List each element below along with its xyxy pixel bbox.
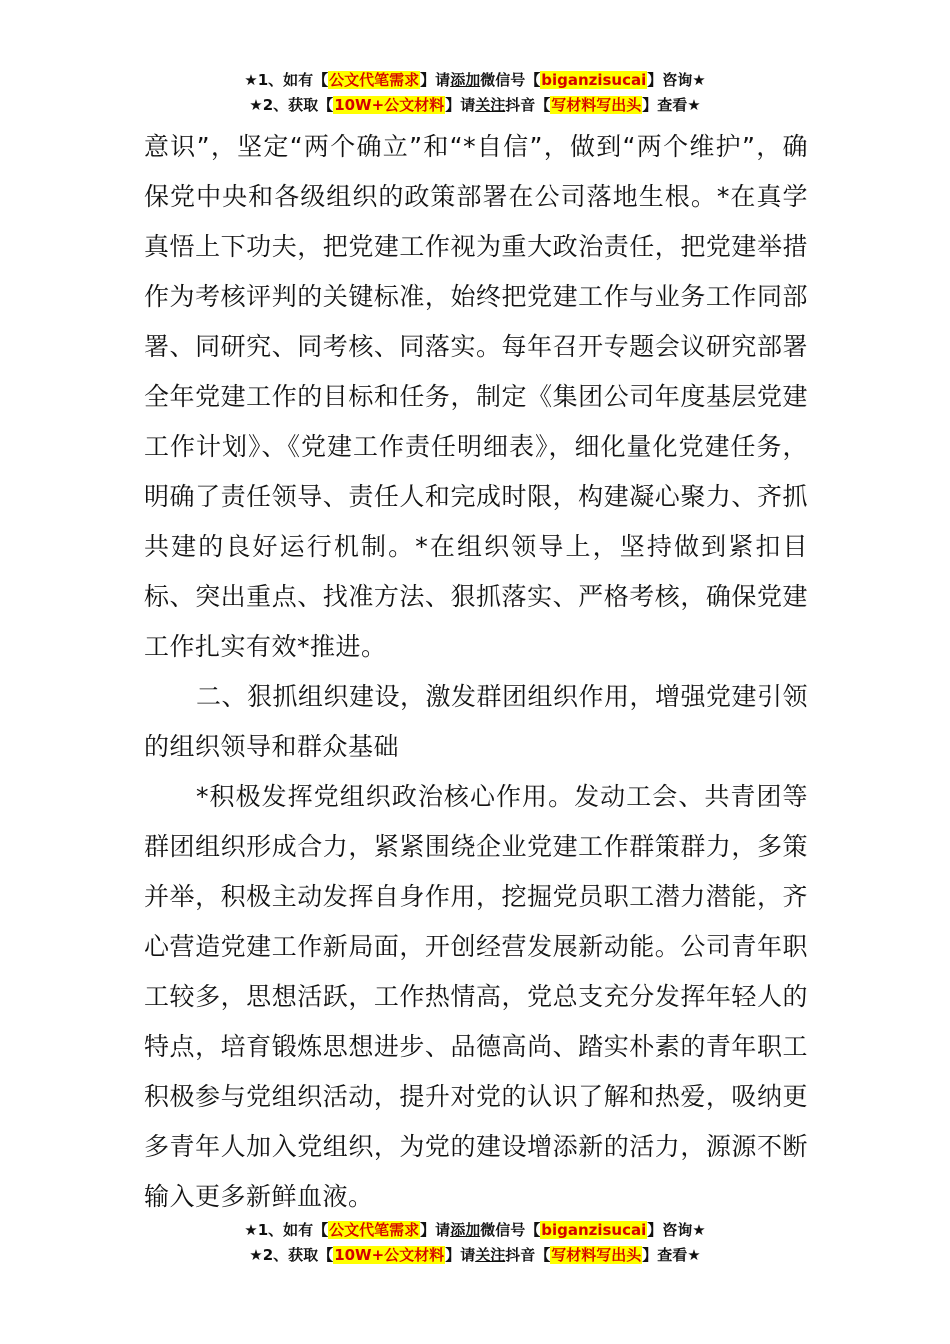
banner-text: 】查看★: [642, 1246, 701, 1264]
banner-text: 抖音【: [505, 1246, 551, 1264]
banner-text: 微信号【: [480, 71, 541, 89]
banner-text: 】咨询★: [647, 71, 706, 89]
banner-text: 】咨询★: [647, 1221, 706, 1239]
document-body: [144, 122, 808, 1222]
banner-underline: 关注: [475, 96, 506, 114]
banner-highlight: 10W+公文材料: [334, 1246, 445, 1264]
banner-highlight: 10W+公文材料: [334, 96, 445, 114]
paragraph: *积极发挥党组织政治核心作用。发动工会、共青团等群团组织形成合力，紧紧围绕企业党建工作群策群力，多策并举，积极主动发挥自身作用，挖掘党员职工潜力潜能，齐心营造党建工作新局面，开创经营发展新动能。公司青年职工较多，思想活跃，工作热情高，党总支充分发挥年轻人的特点，培育锻炼思想进步、品德高尚、踏实朴素的青年职工积极参与党组织活动，提升对党的认识了解和热爱，吸纳更多青年人加入党组织，为党的建设增添新的活力，源源不断输入更多新鲜血液。: [144, 782, 808, 1211]
banner-text: ★2、获取【: [249, 1246, 334, 1264]
footer-banner: [0, 1218, 950, 1268]
banner-text: 】请: [420, 71, 451, 89]
banner-highlight: biganzisucai: [541, 71, 647, 89]
banner-text: ★1、如有【: [244, 1221, 329, 1239]
banner-text: 微信号【: [480, 1221, 541, 1239]
banner-highlight: biganzisucai: [541, 1221, 647, 1239]
banner-text: 】查看★: [642, 96, 701, 114]
banner-underline: 关注: [475, 1246, 506, 1264]
banner-highlight: 写材料写出头: [551, 1246, 642, 1264]
banner-highlight: 公文代笔需求: [329, 1221, 420, 1239]
banner-text: ★1、如有【: [244, 71, 329, 89]
banner-highlight: 写材料写出头: [551, 96, 642, 114]
banner-text: ★2、获取【: [249, 96, 334, 114]
banner-line-1: [0, 68, 950, 93]
header-banner: [0, 68, 950, 118]
banner-line-1: [0, 1218, 950, 1243]
banner-line-2: [0, 1243, 950, 1268]
banner-text: 】请: [420, 1221, 451, 1239]
banner-line-2: [0, 93, 950, 118]
paragraph: 意识”，坚定“两个确立”和“*自信”，做到“两个维护”，确保党中央和各级组织的政策部署在公司落地生根。*在真学真悟上下功夫，把党建工作视为重大政治责任，把党建举措作为考核评判的关键标准，始终把党建工作与业务工作同部署、同研究、同考核、同落实。每年召开专题会议研究部署全年党建工作的目标和任务，制定《集团公司年度基层党建工作计划》、《党建工作责任明细表》，细化量化党建任务，明确了责任领导、责任人和完成时限，构建凝心聚力、齐抓共建的良好运行机制。*在组织领导上，坚持做到紧扣目标、突出重点、找准方法、狠抓落实、严格考核，确保党建工作扎实有效*推进。: [144, 132, 808, 661]
banner-highlight: 公文代笔需求: [329, 71, 420, 89]
section-heading: 二、狠抓组织建设，激发群团组织作用，增强党建引领的组织领导和群众基础: [144, 682, 809, 761]
banner-underline: 添加: [450, 71, 481, 89]
banner-text: 抖音【: [505, 96, 551, 114]
banner-underline: 添加: [450, 1221, 481, 1239]
banner-text: 】请: [445, 1246, 476, 1264]
banner-text: 】请: [445, 96, 476, 114]
